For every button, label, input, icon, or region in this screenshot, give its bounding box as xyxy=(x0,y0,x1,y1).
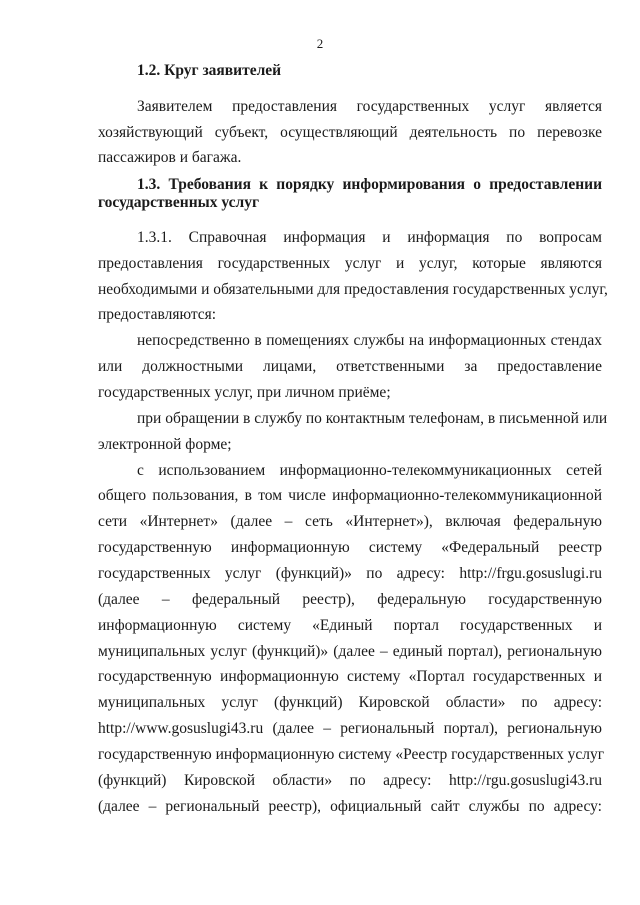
paragraph-line: государственных услуг (функций)» по адресу: http://frgu.gosuslugi.ru xyxy=(98,565,602,582)
paragraph-line: (функций) Кировской области» по адресу: http://rgu.gosuslugi43.ru xyxy=(98,772,602,789)
section-heading-1-3: 1.3. Требования к порядку информирования о предоставлении xyxy=(137,176,602,193)
paragraph-line: государственную информационную систему «Реестр государственных услуг xyxy=(98,746,605,763)
paragraph-line: муниципальных услуг (функций) Кировской области» по адресу: xyxy=(98,694,602,711)
paragraph-line: непосредственно в помещениях службы на информационных стендах xyxy=(137,332,602,349)
paragraph-line: государственную информационную систему «Федеральный реестр xyxy=(98,539,602,556)
paragraph-line: муниципальных услуг (функций)» (далее – единый портал), региональную xyxy=(98,643,602,660)
paragraph-line: информационную систему «Единый портал государственных и xyxy=(98,617,602,634)
paragraph-line: при обращении в службу по контактным телефонам, в письменной или xyxy=(137,410,608,427)
paragraph-line: предоставления государственных услуг и услуг, которые являются xyxy=(98,255,602,272)
paragraph-line: Заявителем предоставления государственных услуг является xyxy=(137,98,602,115)
paragraph-line: 1.3.1. Справочная информация и информация по вопросам xyxy=(137,229,602,246)
paragraph-line: электронной форме; xyxy=(98,436,232,453)
section-heading-1-2: 1.2. Круг заявителей xyxy=(137,62,282,79)
paragraph-line: необходимыми и обязательными для предоставления государственных услуг, xyxy=(98,281,608,298)
paragraph-line: общего пользования, в том числе информационно-телекоммуникационной xyxy=(98,487,602,504)
paragraph-line: (далее – федеральный реестр), федеральную государственную xyxy=(98,591,602,608)
paragraph-line: http://www.gosuslugi43.ru (далее – региональный портал), региональную xyxy=(98,720,602,737)
paragraph-line: государственных услуг, при личном приёме; xyxy=(98,384,391,401)
paragraph-line: предоставляются: xyxy=(98,306,217,323)
paragraph-line: с использованием информационно-телекоммуникационных сетей xyxy=(137,462,602,479)
page-number: 2 xyxy=(316,36,324,51)
paragraph-line: государственную информационную систему «Портал государственных и xyxy=(98,668,602,685)
paragraph-line: (далее – региональный реестр), официальный сайт службы по адресу: xyxy=(98,798,602,815)
paragraph-line: пассажиров и багажа. xyxy=(98,149,242,166)
section-heading-1-3-cont: государственных услуг xyxy=(98,194,260,211)
paragraph-line: сети «Интернет» (далее – сеть «Интернет»), включая федеральную xyxy=(98,513,602,530)
paragraph-line: или должностными лицами, ответственными за предоставление xyxy=(98,358,602,375)
paragraph-line: хозяйствующий субъект, осуществляющий деятельность по перевозке xyxy=(98,124,602,141)
